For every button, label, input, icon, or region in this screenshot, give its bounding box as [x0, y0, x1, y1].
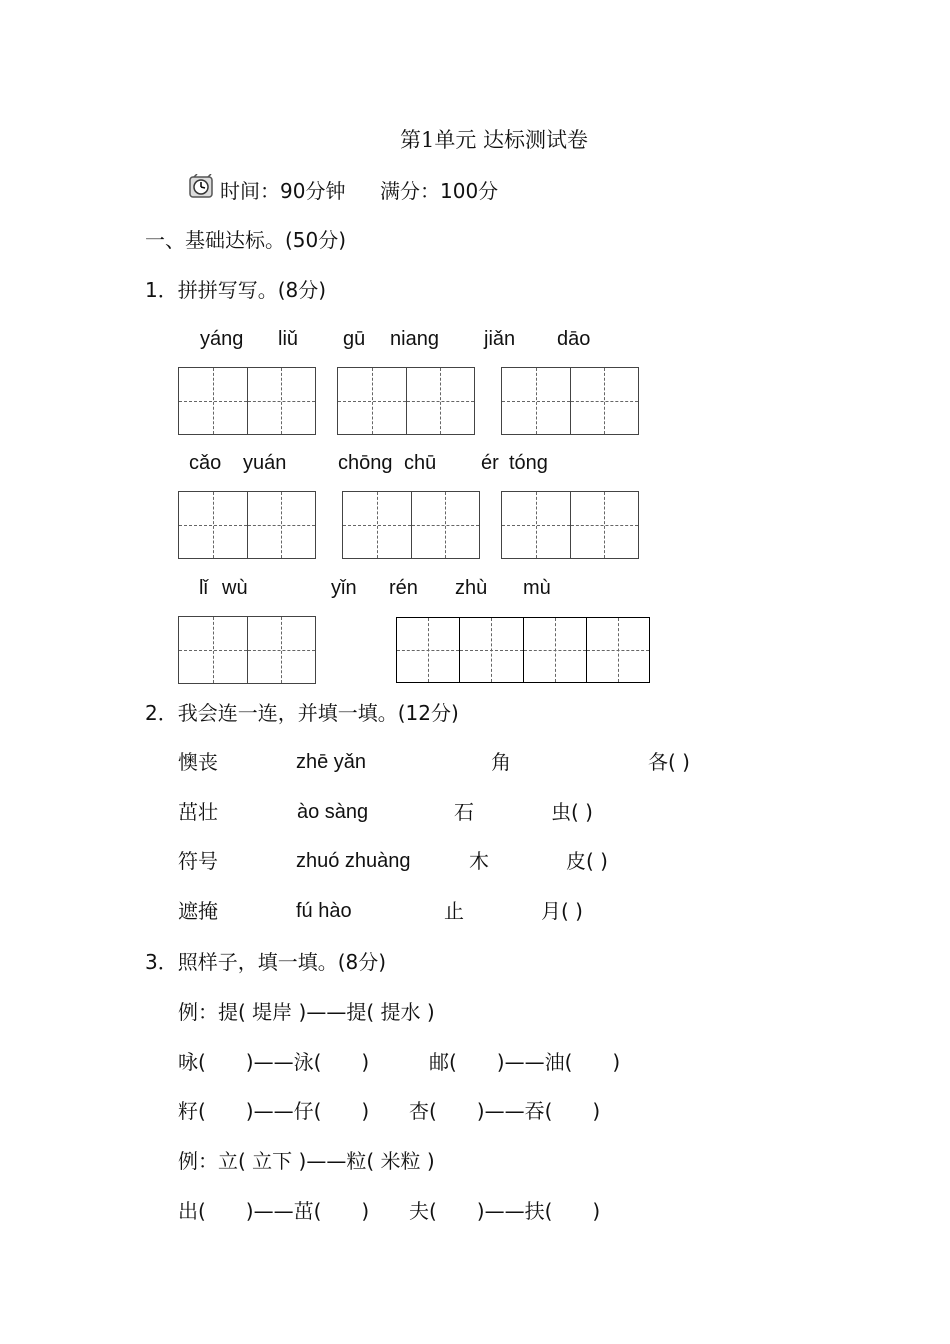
pinyin: mù — [523, 577, 551, 599]
example-line: 例：立( 立下 )——粒( 米粒 ) — [178, 1149, 435, 1173]
pinyin: niang — [390, 328, 439, 350]
pinyin: rén — [389, 577, 418, 599]
question-1-heading: 1．拼拼写写。(8分) — [145, 278, 327, 302]
writing-grid[interactable] — [337, 367, 475, 435]
match-pinyin: ào sàng — [297, 801, 369, 823]
pinyin: lǐ — [199, 577, 208, 599]
writing-grid[interactable] — [342, 491, 480, 559]
pinyin: wù — [222, 577, 248, 599]
radical: 木 — [469, 849, 489, 873]
exam-time: 时间：90分钟 — [220, 179, 346, 203]
question-3-heading: 3．照样子，填一填。(8分) — [145, 950, 387, 974]
section-heading: 一、基础达标。(50分) — [145, 228, 347, 252]
match-word: 懊丧 — [178, 750, 218, 774]
page-title: 第1单元 达标测试卷 — [400, 128, 589, 152]
writing-grid[interactable] — [396, 617, 650, 683]
radical: 石 — [454, 800, 474, 824]
match-word: 茁壮 — [178, 800, 218, 824]
radical: 止 — [444, 899, 464, 923]
pinyin: yuán — [243, 452, 287, 474]
match-pinyin: zhē yǎn — [296, 751, 367, 773]
fill-blank[interactable]: 皮( ) — [566, 849, 608, 873]
clock-icon — [188, 174, 216, 200]
fill-pair[interactable]: 杏( )——吞( ) — [409, 1099, 601, 1123]
pinyin: yǐn — [331, 577, 357, 599]
match-word: 符号 — [178, 849, 218, 873]
pinyin: tóng — [509, 452, 548, 474]
fill-pair[interactable]: 邮( )——油( ) — [429, 1050, 621, 1074]
fill-pair[interactable]: 籽( )——仔( ) — [178, 1099, 370, 1123]
writing-grid[interactable] — [178, 367, 316, 435]
pinyin: yáng — [200, 328, 244, 350]
writing-grid[interactable] — [178, 491, 316, 559]
pinyin: chū — [404, 452, 437, 474]
fill-pair[interactable]: 咏( )——泳( ) — [178, 1050, 370, 1074]
pinyin: liǔ — [278, 328, 299, 350]
match-word: 遮掩 — [178, 899, 218, 923]
writing-grid[interactable] — [501, 491, 639, 559]
example-line: 例：提( 堤岸 )——提( 提水 ) — [178, 1000, 435, 1024]
pinyin: chōng — [338, 452, 393, 474]
exam-score: 满分：100分 — [380, 179, 499, 203]
fill-pair[interactable]: 出( )——茁( ) — [178, 1199, 370, 1223]
match-pinyin: zhuó zhuàng — [296, 850, 411, 872]
fill-blank[interactable]: 虫( ) — [551, 800, 593, 824]
pinyin: jiǎn — [484, 328, 516, 350]
pinyin: zhù — [455, 577, 488, 599]
pinyin: cǎo — [189, 452, 222, 474]
radical: 角 — [491, 750, 511, 774]
writing-grid[interactable] — [178, 616, 316, 684]
question-2-heading: 2．我会连一连，并填一填。(12分) — [145, 701, 459, 725]
writing-grid[interactable] — [501, 367, 639, 435]
fill-pair[interactable]: 夫( )——扶( ) — [409, 1199, 601, 1223]
pinyin: ér — [481, 452, 499, 474]
match-pinyin: fú hào — [296, 900, 352, 922]
fill-blank[interactable]: 各( ) — [648, 750, 690, 774]
pinyin: gū — [343, 328, 366, 350]
pinyin: dāo — [557, 328, 591, 350]
fill-blank[interactable]: 月( ) — [541, 899, 583, 923]
